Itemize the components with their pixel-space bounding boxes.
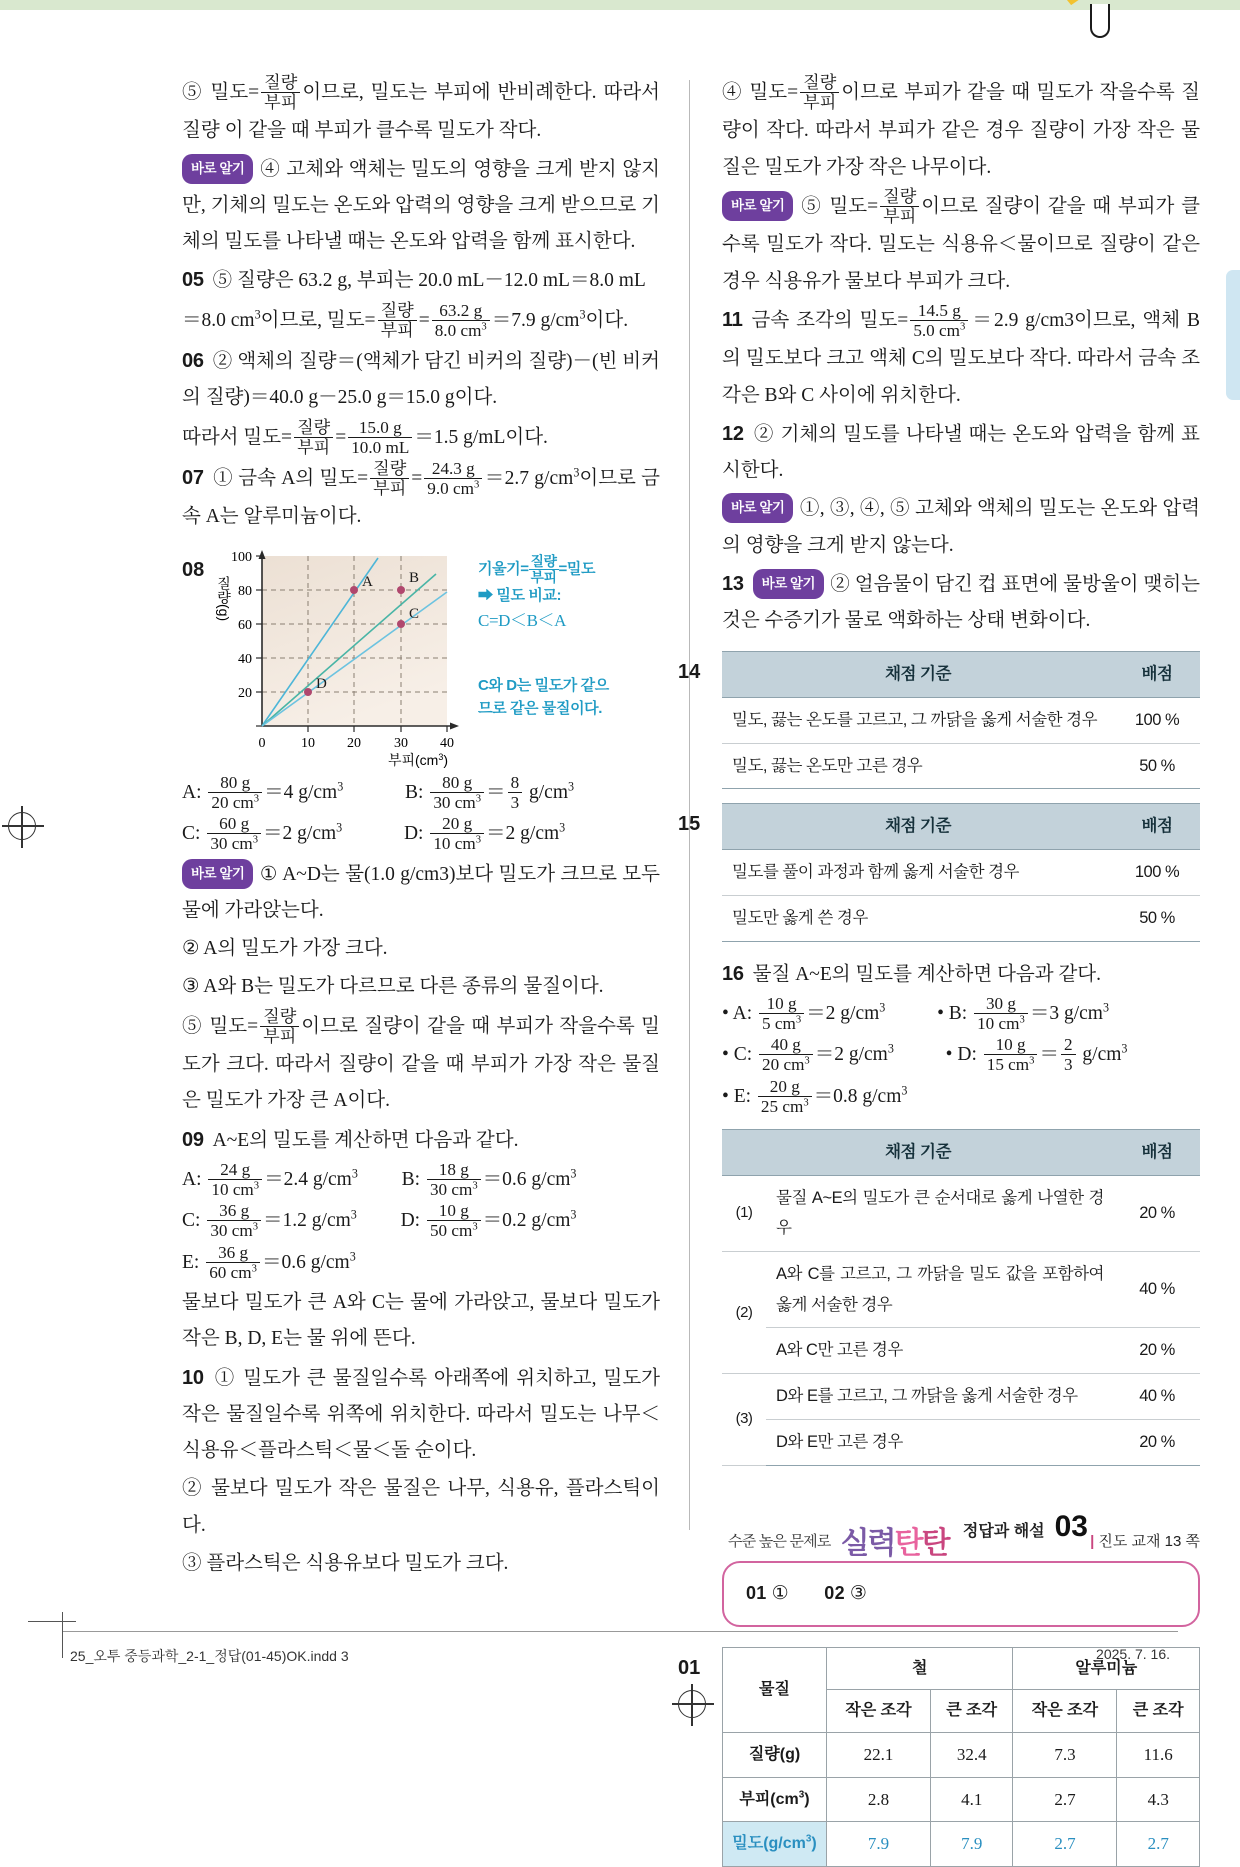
fraction-B: $\frac{80 g}{30 cm^3}$ xyxy=(430,773,484,812)
answer-07: 07 ① 금속 A의 밀도= $\frac{\text{질량}}{\text{부피}}$ = $\frac{24.3 g}{9.0 cm^3}$ ＝2.7 $g/cm^3$이므로 금속 A는 알루미늄이다. xyxy=(182,459,661,528)
fraction-09-B: $\frac{18 g}{30 cm^3}$ xyxy=(427,1160,481,1199)
chart-annotation xyxy=(478,554,664,720)
score-cell: 40 % xyxy=(1114,1252,1200,1328)
fraction-16-D: $\frac{10 g}{15 cm^3}$ xyxy=(984,1035,1038,1074)
baro-algi-text: ① A~D는 물(1.0 g/cm3)보다 밀도가 크므로 모두 물에 가라앉는다. xyxy=(182,863,660,921)
label-text: 이 같을 때 부피가 클수록 밀도가 작다. xyxy=(224,120,542,142)
answer-10-t2: ② 물보다 밀도가 작은 물질은 나무, 식용유, 플라스틱이다. xyxy=(182,1478,660,1536)
density-order: C=D＜B＜A xyxy=(478,610,567,630)
answer-08-b2: ② A의 밀도가 가장 크다. xyxy=(182,938,388,960)
row-label-mass: 질량(g) xyxy=(723,1733,827,1778)
col-header-criteria: 채점 기준 xyxy=(722,804,1114,850)
question-number-14: 14 xyxy=(678,661,701,684)
question-number-13: 13 xyxy=(722,572,744,595)
criteria-cell: 물질 A~E의 밀도가 큰 순서대로 옳게 나열한 경우 xyxy=(766,1175,1114,1251)
scoring-table-14-wrap xyxy=(678,651,1200,789)
answer-09-calc-row1: A: $\frac{24 g}{10 cm^3}$ ＝2.4 $g/cm^3$ B: $\frac{18 g}{30 cm^3}$ ＝0.6 $g/cm^3$ xyxy=(182,1159,577,1200)
fraction-150-100: $\frac{15.0 g}{10.0 mL}$ xyxy=(348,418,412,457)
answer-11: 11 금속 조각의 밀도= $\frac{14.5 g}{5.0 cm^3}$ ＝2.9 g/cm3이므로, 액체 B의 밀도보다 크고 액체 C의 밀도보다 작다. 따라서 금속 조각은 B와 C 사이에 위치한다. xyxy=(722,300,1201,406)
col-header-criteria: 채점 기준 xyxy=(722,652,1114,698)
source-file-name: 25_오투 중등과학_2-1_정답(01-45)OK.indd 3 xyxy=(70,1648,349,1664)
group-header-aluminum: 알루미늄 xyxy=(1013,1647,1200,1690)
criteria-cell: 밀도, 끓는 온도를 고르고, 그 까닭을 옳게 서술한 경우 xyxy=(722,698,1114,744)
fraction-09-E: $\frac{36 g}{60 cm^3}$ xyxy=(206,1243,260,1282)
cell-value: 7.3 xyxy=(1013,1733,1117,1778)
table-row xyxy=(722,1175,1200,1251)
table-row xyxy=(722,895,1200,941)
svg-text:80: 80 xyxy=(238,583,252,599)
baro-algi-tag: 바로 알기 xyxy=(722,493,793,523)
answer-13: 13 바로 알기 ② 얼음물이 담긴 컵 표면에 물방울이 맺히는 것은 수증기가 물로 액화하는 상태 변화이다. xyxy=(722,566,1200,640)
data-table-01 xyxy=(722,1647,1200,1867)
slope-note: 기울기= 질량 부피 =밀도 xyxy=(478,553,596,585)
svg-text:20: 20 xyxy=(347,735,361,751)
fraction-mass-volume: $\frac{\text{질량}}{\text{부피}}$ xyxy=(880,187,919,226)
score-cell: 100 % xyxy=(1114,698,1200,744)
label-text: ⑤ 질량은 63.2 g, 부피는 20.0 mL－12.0 mL＝8.0 mL xyxy=(212,270,646,292)
fraction-243-90: $\frac{24.3 g}{9.0 cm^3}$ xyxy=(424,459,482,498)
sub-number: (1) xyxy=(722,1175,766,1251)
cell-value: 2.8 xyxy=(827,1777,931,1822)
table-row xyxy=(722,1419,1200,1465)
score-cell: 20 % xyxy=(1114,1419,1200,1465)
notch-icon xyxy=(1090,4,1110,38)
footer-divider xyxy=(62,1631,1178,1632)
sub-header-small-iron: 작은 조각 xyxy=(827,1690,931,1733)
crop-mark-horizontal xyxy=(28,1621,76,1622)
skill-logo: 실력탄탄 xyxy=(840,1527,949,1561)
fraction-mass-volume: $\frac{\text{질량}}{\text{부피}}$ xyxy=(378,301,417,340)
fraction-D: $\frac{20 g}{10 cm^3}$ xyxy=(430,814,484,853)
question-number-05: 05 xyxy=(182,269,204,292)
cell-value: 2.7 xyxy=(1013,1822,1117,1867)
baro-algi-text: ④ 고체와 액체는 밀도의 영향을 크게 받지 않지만, 기체의 밀도는 온도와 압력의 영향을 크게 받으므로 기체의 밀도를 나타낼 때는 온도와 압력을 함께 표시한다. xyxy=(182,158,660,253)
cell-value: 7.9 xyxy=(930,1822,1013,1867)
score-cell: 20 % xyxy=(1114,1328,1200,1374)
svg-text:D: D xyxy=(316,675,327,692)
question-number-11: 11 xyxy=(722,309,743,332)
svg-text:0: 0 xyxy=(258,735,266,751)
print-date: 2025. 7. 16. xyxy=(1096,1646,1170,1662)
criteria-cell: 밀도, 끓는 온도만 고른 경우 xyxy=(722,743,1114,789)
cd-note-line1: C와 D는 밀도가 같으 xyxy=(478,677,609,695)
score-cell: 40 % xyxy=(1114,1374,1200,1420)
col-header-score: 배점 xyxy=(1114,652,1200,698)
question-number-06: 06 xyxy=(182,350,204,373)
skill-pre-label: 수준 높은 문제로 xyxy=(728,1532,831,1550)
answer-08-b3: ③ A와 B는 밀도가 다르므로 다른 종류의 물질이다. xyxy=(182,976,604,998)
cell-value: 11.6 xyxy=(1117,1733,1200,1778)
fraction-145-50: $\frac{14.5 g}{5.0 cm^3}$ xyxy=(910,301,968,340)
row-label-volume: 부피$(cm^3)$ xyxy=(723,1777,827,1822)
data-point-A xyxy=(350,586,358,594)
answer-10-t3: ③ 플라스틱은 식용유보다 밀도가 크다. xyxy=(182,1552,509,1574)
den-cm3: 8.0 $cm^3$ xyxy=(434,320,487,340)
answer-entry-02: 02 ③ xyxy=(824,1583,868,1605)
sub-number: (3) xyxy=(722,1374,766,1465)
fraction-mass-volume: $\frac{\text{질량}}{\text{부피}}$ xyxy=(370,459,409,498)
scoring-table-14 xyxy=(722,651,1200,789)
row-label-density: 밀도$(g/cm^3)$ xyxy=(723,1822,827,1867)
table-row xyxy=(722,743,1200,789)
cell-value: 22.1 xyxy=(827,1733,931,1778)
fraction-16-C: $\frac{40 g}{20 cm^3}$ xyxy=(759,1035,813,1074)
data-point-C xyxy=(397,620,405,628)
answer-05 xyxy=(182,262,660,299)
fraction-632-80: $\frac{63.2 g}{8.0 cm^3}$ xyxy=(432,301,490,340)
col-header-score: 배점 xyxy=(1114,804,1200,850)
table-row-density xyxy=(723,1822,1200,1867)
answer-10-continued: ④ 밀도= $\frac{\text{질량}}{\text{부피}}$ 이므로 부피가 같을 때 밀도가 작을수록 질량이 작다. 따라서 부피가 같은 경우 질량이 가장 작은 물질은 밀도가 가장 작은 나무이다. xyxy=(722,73,1200,178)
answer-10: 10 ① 밀도가 큰 물질일수록 아래쪽에 위치하고, 밀도가 작은 물질일수록 위쪽에 위치한다. 따라서 밀도는 나무＜식용유＜플라스틱＜물＜돌 순이다. xyxy=(182,1366,660,1462)
label-text: ⑤ 밀도= xyxy=(182,82,260,104)
registration-mark-bottom xyxy=(678,1690,706,1718)
baro-algi-tag: 바로 알기 xyxy=(722,191,793,221)
table-row xyxy=(722,698,1200,744)
corner-header: 물질 xyxy=(723,1647,827,1733)
footer-section-label: 정답과 해설 xyxy=(962,1523,1045,1540)
fraction-mass-volume: $\frac{\text{질량}}{\text{부피}}$ xyxy=(260,1007,299,1046)
scoring-table-15 xyxy=(722,803,1200,941)
textbook-reference: | 진도 교재 13 쪽 xyxy=(1090,1532,1200,1550)
footer-metadata xyxy=(70,1646,1170,1666)
criteria-cell: D와 E만 고른 경우 xyxy=(766,1419,1114,1465)
baro-algi-tag: 바로 알기 xyxy=(182,154,253,184)
answer-09-conclusion: 물보다 밀도가 큰 A와 C는 물에 가라앉고, 물보다 밀도가 작은 B, D, E는 물 위에 뜬다. xyxy=(182,1292,660,1350)
table-row-volume xyxy=(723,1777,1200,1822)
label-text: 이므로, 밀도는 부피에 반비례한다. 따라서 질량 xyxy=(182,82,661,142)
page-number: 03 xyxy=(1054,1510,1088,1543)
cell-value: 7.9 xyxy=(827,1822,931,1867)
answer-04-continued xyxy=(182,74,660,150)
svg-text:A: A xyxy=(362,573,373,590)
answer-08-calc-row1: A: $\frac{80 g}{20 cm^3}$ ＝4 $g/cm^3$ B: $\frac{80 g}{30 cm^3}$ ＝ $\frac{8}{3}$ $g/cm^3$ xyxy=(182,772,575,812)
question-number-07: 07 xyxy=(182,467,204,490)
yellow-arc-decoration xyxy=(690,0,1090,52)
answer-08-b5: ⑤ 밀도= $\frac{\text{질량}}{\text{부피}}$ 이므로 질량이 같을 때 부피가 작을수록 밀도가 크다. 따라서 질량이 같을 때 부피가 가장 작은 물질은 밀도가 가장 큰 A이다. xyxy=(182,1006,660,1112)
question-number-12: 12 xyxy=(722,422,744,445)
group-header-iron: 철 xyxy=(827,1647,1013,1690)
sub-header-large-al: 큰 조각 xyxy=(1117,1690,1200,1733)
table-row xyxy=(722,1252,1200,1328)
sub-header-small-al: 작은 조각 xyxy=(1013,1690,1117,1733)
scoring-table-16 xyxy=(722,1129,1200,1466)
question-number-01: 01 xyxy=(678,1656,701,1679)
answer-08-baro xyxy=(182,857,660,930)
svg-text:20: 20 xyxy=(238,685,252,701)
fraction-16-B: $\frac{30 g}{10 cm^3}$ xyxy=(974,994,1028,1033)
answer-16-calc-row3: • E: $\frac{20 g}{25 cm^3}$ ＝0.8 $g/cm^3$ xyxy=(722,1076,908,1116)
fraction-09-C: $\frac{36 g}{30 cm^3}$ xyxy=(207,1201,261,1240)
cell-value: 2.7 xyxy=(1117,1822,1200,1867)
score-cell: 20 % xyxy=(1114,1175,1200,1251)
chart-08-block xyxy=(182,546,660,768)
right-column xyxy=(678,73,1201,1867)
answer-06: 06 ② 액체의 질량＝(액체가 담긴 비커의 질량)－(빈 비커의 질량)＝40.0 g－25.0 g＝15.0 g이다. xyxy=(182,350,660,409)
data-point-B xyxy=(397,586,405,594)
cell-value: 2.7 xyxy=(1013,1777,1117,1822)
left-column xyxy=(182,74,660,1584)
criteria-cell: D와 E를 고르고, 그 까닭을 옳게 서술한 경우 xyxy=(766,1374,1114,1420)
fraction-2-3: $\frac{2}{3}$ xyxy=(1061,1035,1076,1074)
table-row xyxy=(722,850,1200,896)
criteria-cell: 밀도만 옳게 쓴 경우 xyxy=(722,895,1114,941)
fraction-mass-volume: $\frac{\text{질량}}{\text{부피}}$ xyxy=(800,73,839,112)
answer-12-baro xyxy=(722,491,1200,564)
cell-value: 4.3 xyxy=(1117,1777,1200,1822)
answer-09-calc-row3: E: $\frac{36 g}{60 cm^3}$ ＝0.6 $g/cm^3$ xyxy=(182,1242,356,1282)
baro-algi-text: ①, ③, ④, ⑤ 고체와 액체의 밀도는 온도와 압력의 영향을 크게 받지 않는다. xyxy=(722,498,1200,556)
fraction-8-3: $\frac{8}{3}$ xyxy=(508,773,523,812)
table-row-mass xyxy=(723,1733,1200,1778)
data-table-01-wrap xyxy=(678,1647,1200,1867)
skill-section xyxy=(722,1528,1200,1627)
svg-text:40: 40 xyxy=(440,735,454,751)
baro-algi-tag: 바로 알기 xyxy=(753,569,824,599)
svg-text:60: 60 xyxy=(238,617,252,633)
svg-text:부피(cm3): 부피$(cm^3)$ xyxy=(387,751,449,768)
score-cell: 100 % xyxy=(1114,850,1200,896)
sub-number: (2) xyxy=(722,1252,766,1374)
mass-volume-line-chart xyxy=(208,546,476,768)
sub-header-large-iron: 큰 조각 xyxy=(930,1690,1013,1733)
question-number-09: 09 xyxy=(182,1128,204,1151)
answer-05-line2: ＝8.0 $cm^3$이므로, 밀도= $\frac{\text{질량}}{\text{부피}}$ = $\frac{63.2 g}{8.0 cm^3}$ ＝7.9 $g/cm^3$이다. xyxy=(182,300,629,340)
fraction-mass-volume: $\frac{\text{질량}}{\text{부피}}$ xyxy=(261,73,300,112)
cd-note-line2: 므로 같은 물질이다. xyxy=(478,699,603,717)
table-row xyxy=(722,1374,1200,1420)
fraction-A: $\frac{80 g}{20 cm^3}$ xyxy=(208,773,262,812)
question-number-08: 08 xyxy=(182,558,205,581)
den-cm3: 9.0 $cm^3$ xyxy=(427,479,480,499)
cell-value: 4.1 xyxy=(930,1777,1013,1822)
column-divider xyxy=(689,80,690,1530)
page-footer-label xyxy=(963,1510,1088,1544)
answer-12: 12 ② 기체의 밀도를 나타낼 때는 온도와 압력을 함께 표시한다. xyxy=(722,422,1200,482)
fraction-mass-volume-note: 질량 부피 xyxy=(530,553,557,585)
answer-04-baro-algi xyxy=(182,152,660,261)
skill-answers-box xyxy=(722,1561,1200,1626)
skill-header xyxy=(722,1528,1200,1560)
svg-text:B: B xyxy=(409,569,420,586)
fraction-mass-volume: $\frac{\text{질량}}{\text{부피}}$ xyxy=(294,418,333,457)
answer-entry-01: 01 ① xyxy=(746,1583,789,1605)
col-header-score: 배점 xyxy=(1114,1130,1200,1176)
answer-16-calc-row1: • A: $\frac{10 g}{5 cm^3}$ ＝2 $g/cm^3$ • B: $\frac{30 g}{10 cm^3}$ ＝3 $g/cm^3$ xyxy=(722,993,1109,1033)
answer-16-calc-row2: • C: $\frac{40 g}{20 cm^3}$ ＝2 $g/cm^3$ • D: $\frac{10 g}{15 cm^3}$ ＝ $\frac{2}{3}$ $g/cm^3$ xyxy=(722,1035,1128,1075)
svg-text:10: 10 xyxy=(301,735,315,751)
question-number-15: 15 xyxy=(678,813,701,836)
criteria-cell: A와 C만 고른 경우 xyxy=(766,1328,1114,1374)
density-compare-label: ➡ 밀도 비교: xyxy=(478,587,562,605)
score-cell: 50 % xyxy=(1114,895,1200,941)
svg-text:30: 30 xyxy=(394,735,408,751)
baro-algi-tag: 바로 알기 xyxy=(182,859,253,889)
answer-09-intro: 09 A~E의 밀도를 계산하면 다음과 같다. xyxy=(182,1128,519,1151)
svg-text:질량(g): 질량(g) xyxy=(216,575,232,621)
data-point-D xyxy=(304,688,312,696)
question-number-16: 16 xyxy=(722,962,744,985)
svg-text:100: 100 xyxy=(231,549,252,565)
fraction-09-A: $\frac{24 g}{10 cm^3}$ xyxy=(208,1160,262,1199)
score-cell: 50 % xyxy=(1114,743,1200,789)
fraction-09-D: $\frac{10 g}{50 cm^3}$ xyxy=(427,1201,481,1240)
svg-text:C: C xyxy=(409,605,420,622)
table-row xyxy=(722,1328,1200,1374)
answer-09-calc-row2: C: $\frac{36 g}{30 cm^3}$ ＝1.2 $g/cm^3$ D: $\frac{10 g}{50 cm^3}$ ＝0.2 $g/cm^3$ xyxy=(182,1201,577,1241)
page-top-decoration xyxy=(0,0,1240,60)
fraction-16-E: $\frac{20 g}{25 cm^3}$ xyxy=(758,1077,812,1116)
fraction-C: $\frac{60 g}{30 cm^3}$ xyxy=(207,814,261,853)
cell-value: 32.4 xyxy=(930,1733,1013,1778)
col-header-criteria: 채점 기준 xyxy=(722,1130,1114,1176)
fraction-16-A: $\frac{10 g}{5 cm^3}$ xyxy=(759,994,804,1033)
question-number-10: 10 xyxy=(182,1366,204,1389)
answer-16-intro: 16 물질 A~E의 밀도를 계산하면 다음과 같다. xyxy=(722,962,1102,985)
svg-text:40: 40 xyxy=(238,651,252,667)
answer-06-line3: 따라서 밀도= $\frac{\text{질량}}{\text{부피}}$ = $\frac{15.0 g}{10.0 mL}$ ＝1.5 g/mL이다. xyxy=(182,417,548,457)
criteria-cell: A와 C를 고르고, 그 까닭을 밀도 값을 포함하여 옳게 서술한 경우 xyxy=(766,1252,1114,1328)
answer-10-baro: 바로 알기 ⑤ 밀도= $\frac{\text{질량}}{\text{부피}}$ 이므로 질량이 같을 때 부피가 클수록 밀도가 작다. 밀도는 식용유＜물이므로 질량이 같은 경우 식용유가 물보다 부피가 크다. xyxy=(722,186,1200,292)
answer-08-calc-row2: C: $\frac{60 g}{30 cm^3}$ ＝2 $g/cm^3$ D: $\frac{20 g}{10 cm^3}$ ＝2 $g/cm^3$ xyxy=(182,814,566,854)
criteria-cell: 밀도를 풀이 과정과 함께 옳게 서술한 경우 xyxy=(722,850,1114,896)
scoring-table-16-wrap xyxy=(722,1129,1200,1466)
crop-mark-vertical xyxy=(62,1612,63,1658)
scoring-table-15-wrap xyxy=(678,803,1200,941)
